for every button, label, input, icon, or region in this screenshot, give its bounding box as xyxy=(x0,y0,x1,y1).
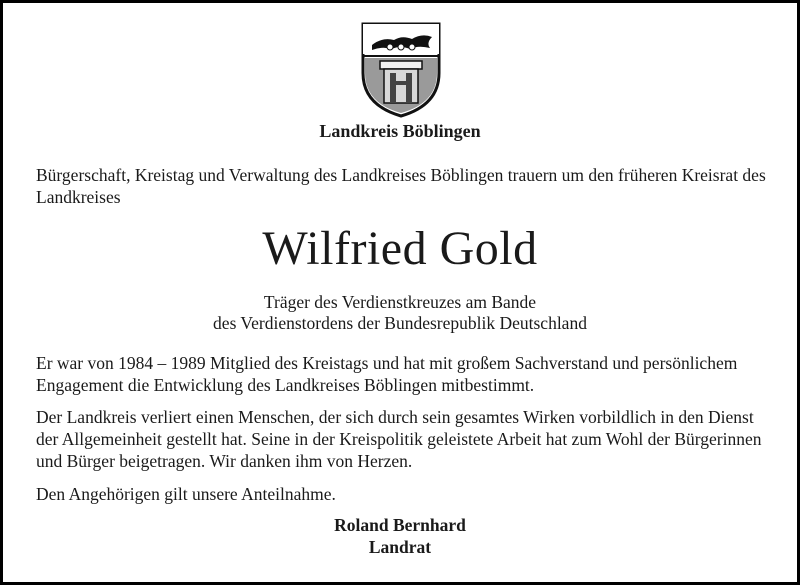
honor-text xyxy=(3,292,797,334)
signature-block xyxy=(3,514,797,558)
signer-name: Roland Bernhard xyxy=(334,515,466,535)
deceased-name: Wilfried Gold xyxy=(262,222,538,275)
paragraph-condolence: Den Angehörigen gilt unsere Anteilnahme. xyxy=(36,484,336,504)
coat-of-arms-icon xyxy=(360,21,442,119)
paragraph-membership: Er war von 1984 – 1989 Mitglied des Kreistags und hat mit großem Sachverstand und persönlichem Engagement die Entwicklung des Landkreises Böblingen mitbestimmt. xyxy=(36,353,738,395)
signer-title: Landrat xyxy=(368,537,432,557)
paragraph-tribute: Der Landkreis verliert einen Menschen, der sich durch sein gesamtes Wirken vorbildlich in den Dienst der Allgemeinheit gestellt hat. Seine in der Kreispolitik geleistete Arbeit hat zum Wohl der Bürgerinnen und Bürger beigetragen. Wir danken ihm von Herzen. xyxy=(36,407,762,471)
honor-line-1: Träger des Verdienstkreuzes am Bande xyxy=(263,292,537,312)
authority-name: Landkreis Böblingen xyxy=(319,121,481,141)
intro-text: Bürgerschaft, Kreistag und Verwaltung des Landkreises Böblingen trauern um den früheren Kreisrat des Landkreises xyxy=(36,165,766,207)
honor-line-2: des Verdienstordens der Bundesrepublik Deutschland xyxy=(213,313,587,333)
